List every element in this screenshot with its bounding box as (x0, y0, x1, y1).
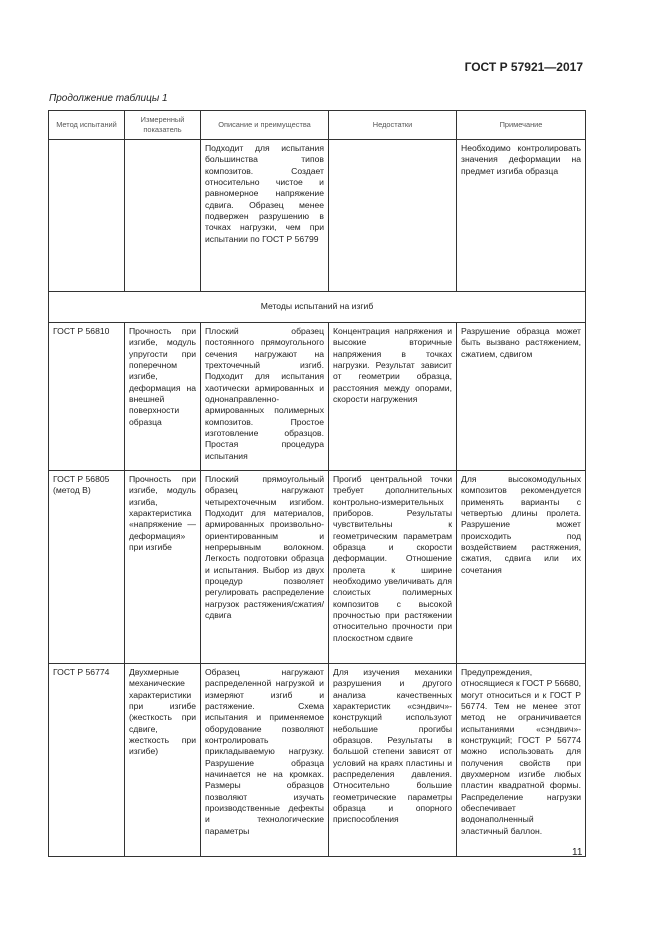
cell-measured: Двухмерные механические характеристики при изгибе (жесткость при сдвиге, жесткость при изгибе) (125, 664, 201, 857)
page-number: 11 (572, 847, 583, 858)
col-header-measured: Измеренный показатель (125, 111, 201, 140)
document-code: ГОСТ Р 57921—2017 (464, 60, 583, 74)
table-row (49, 323, 586, 471)
methods-table (48, 110, 586, 857)
col-header-description: Описание и преимущества (201, 111, 329, 140)
cell-drawbacks: Прогиб центральной точки требует дополнительных контрольно-измерительных приборов. Результаты чувствительны к геометрическим параметрам образца и скорости деформации. Отношение пролета к ширине необходимо увеличивать для слоистых полимерных композитов с высокой прочностью при растяжении относительно прочности при плоскостном сдвиге (329, 471, 457, 664)
cell-method (49, 140, 125, 292)
col-header-method: Метод испытаний (49, 111, 125, 140)
cell-measured (125, 140, 201, 292)
col-header-drawbacks: Недостатки (329, 111, 457, 140)
cell-note: Необходимо контролировать значения деформации на предмет изгиба образца (457, 140, 586, 292)
cell-description: Образец нагружают распределенной нагрузкой и измеряют изгиб и растяжение. Схема испытания и применяемое оборудование позволяют контролировать прикладываемую нагрузку. Разрушение образца начинается не на кромках. Размеры образцов позволяют изучать производственные дефекты и технологические параметры (201, 664, 329, 857)
cell-drawbacks: Для изучения механики разрушения и другого анализа качественных характеристик «сэндвич»-конструкций используют небольшие прогибы образцов. Результаты в большой степени зависят от условий на краях пластины и распределения давления. Относительно большие геометрические параметры образца и опорного приспособления (329, 664, 457, 857)
cell-description: Плоский образец постоянного прямоугольного сечения нагружают на трехточечный изгиб. Подходит для испытания хаотически армированных и однонаправленно-армированных полимерных композитов. Простое изготовление образцов. Простая процедура испытания (201, 323, 329, 471)
cell-description: Подходит для испытания большинства типов композитов. Создает относительно чистое и равномерное напряжение сдвига. Образец менее подвержен разрушению в точках нагрузки, чем при испытании по ГОСТ Р 56799 (201, 140, 329, 292)
cell-note: Для высокомодульных композитов рекомендуется применять варианты с четвертью длины пролета. Разрушение может происходить под воздействием растяжения, сжатия, сдвига или их сочетания (457, 471, 586, 664)
cell-method: ГОСТ Р 56810 (49, 323, 125, 471)
table-caption: Продолжение таблицы 1 (49, 93, 168, 104)
section-title: Методы испытаний на изгиб (49, 292, 586, 323)
cell-note: Предупреждения, относящиеся к ГОСТ Р 56680, могут относиться и к ГОСТ Р 56774. Тем не менее этот метод не ограничивается испытаниями «сэндвич»-конструкций; ГОСТ Р 56774 можно использовать для получения свойств при двухмерном изгибе любых пластин квадратной формы. Распределение нагрузки обеспечивает водонаполненный эластичный баллон. (457, 664, 586, 857)
table-row (49, 664, 586, 857)
cell-drawbacks: Концентрация напряжения и высокие вторичные напряжения в точках нагрузки. Результат зависит от геометрии образца, расстояния между опорами, скорости нагружения (329, 323, 457, 471)
col-header-note: Примечание (457, 111, 586, 140)
cell-description: Плоский прямоугольный образец нагружают четырехточечным изгибом. Подходит для материалов, армированных произвольно-ориентированным и непрерывным волокном. Легкость подготовки образца и испытания. Выбор из двух процедур позволяет регулировать распределение нагрузок растяжения/сжатия/сдвига (201, 471, 329, 664)
section-row-bending (49, 292, 586, 323)
cell-note: Разрушение образца может быть вызвано растяжением, сжатием, сдвигом (457, 323, 586, 471)
cell-method: ГОСТ Р 56805 (метод В) (49, 471, 125, 664)
cell-measured: Прочность при изгибе, модуль упругости при поперечном изгибе, деформация на внешней поверхности образца (125, 323, 201, 471)
table-header-row (49, 111, 586, 140)
cell-method: ГОСТ Р 56774 (49, 664, 125, 857)
table-row (49, 471, 586, 664)
table-row-continuation (49, 140, 586, 292)
cell-drawbacks (329, 140, 457, 292)
cell-measured: Прочность при изгибе, модуль изгиба, характеристика «напряжение — деформация» при изгибе (125, 471, 201, 664)
